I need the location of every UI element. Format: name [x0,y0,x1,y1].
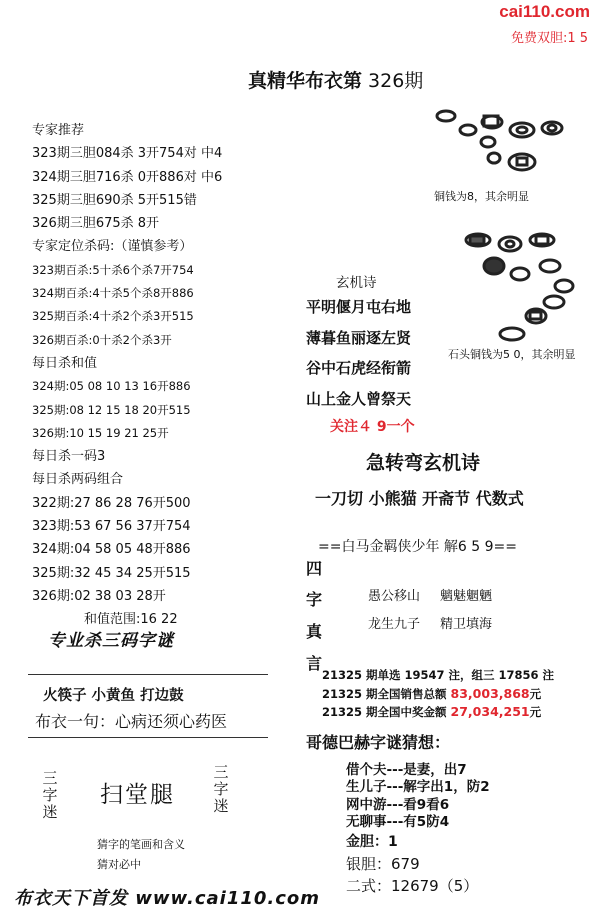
slogan: 专业杀三码字谜 [48,631,174,651]
stat-label: 21325 期单选 19547 注，组三 17856 注 [322,668,555,682]
vertical-char: 言 [306,654,323,673]
main-riddle: 扫堂腿 [100,782,175,808]
record-row: 325期百杀:4十杀2个杀3开515 [32,309,194,324]
section-heading: 专家推荐 [32,123,85,138]
section-heading: 每日杀和值 [32,355,98,371]
riddle-right-vertical: 三字迷 [213,763,229,815]
record-row: 和值范围:16 22 [84,612,178,628]
riddle-items: 火筷子 小黄鱼 打边鼓 [43,688,184,704]
record-row: 326期三胆675杀 8开 [32,216,160,232]
poem-line: 山上金人曾祭天 [306,389,412,408]
riddle-left-vertical: 三字迷 [42,769,58,821]
goldbach-guesses [346,762,490,897]
record-row: 324期:05 08 10 13 16开886 [32,379,191,394]
riddle-note: 猜字的笔画和含义 [97,838,185,851]
issue-number: 326期 [368,70,424,92]
record-row: 325期:08 12 15 18 20开515 [32,402,191,417]
vertical-char: 真 [306,622,323,641]
riddle-note-2: 猜对必中 [97,858,141,871]
site-brand: cai110.com [499,2,590,21]
divider [28,737,268,738]
record-row: 326期百杀:0十杀2个杀3开 [32,332,172,347]
idiom: 愚公移山 [368,589,421,604]
record-row: 324期三胆716杀 0开886对 中6 [32,169,223,185]
gold-dan: 金胆：1 [346,834,398,851]
stat-line [322,667,554,683]
record-row: 324期:04 58 05 48开886 [32,542,191,558]
record-row: 322期:27 86 28 76开500 [32,495,191,511]
idiom: 龙生九子 [368,617,421,632]
record-row: 325期三胆690杀 5开515错 [32,192,197,208]
riddle-poem-heading: 急转弯玄机诗 [366,452,481,474]
vertical-char: 四 [306,559,323,578]
guess-line: 借个夫---是妻，出7 [346,762,467,778]
guess-line: 生儿子---解字出1，防2 [346,779,490,796]
riddle-poem-subheading: 一刀切 小熊猫 开斋节 代数式 [315,489,524,508]
record-row: 326期:10 15 19 21 25开 [32,425,169,440]
poem-title: 玄机诗 [336,275,377,291]
stat-line [322,704,541,720]
focus-numbers: 关注４ 9一个 [330,419,415,435]
stat-label: 21325 期全国销售总额 [322,687,447,701]
record-row: 325期:32 45 34 25开515 [32,565,191,581]
footer-banner: 布衣天下首发 www.cai110.com [14,888,321,909]
poem-line: 谷中石虎经衔箭 [306,359,412,377]
coin-caption-1: 铜钱为8，其余明显 [434,190,529,203]
poem-line: 薄暮鱼丽逐左贤 [306,328,412,347]
title-text: 真精华布衣第 [248,70,363,92]
white-horse-line: ==白马金羁侠少年 解6 5 9== [318,539,517,555]
stat-value: 27,034,251 [450,704,530,719]
proverb: 布衣一句：心病还须心药医 [35,712,228,731]
idiom: 魑魅魍魉 [440,589,493,604]
poem-line: 平明偃月屯右地 [306,298,412,316]
coin-figure-2 [454,226,594,342]
guess-line: 无聊事---有5防4 [346,813,450,830]
divider [28,674,268,675]
page-title [248,66,423,93]
stat-value: 83,003,868 [450,686,530,701]
idiom: 精卫填海 [440,617,493,632]
coin-figure-1 [424,106,574,182]
record-row: 323期三胆084杀 3开754对 中4 [32,146,223,162]
vertical-char: 字 [306,590,323,609]
combo-line: 二式：12679（5） [346,877,479,896]
guess-line: 网中游---看9看6 [346,796,450,813]
record-row: 324期百杀:4十杀5个杀8开886 [32,286,194,301]
expert-recommend-list [32,119,307,632]
goldbach-title: 哥德巴赫字谜猜想： [306,733,451,752]
silver-dan: 银胆：679 [346,855,420,874]
stat-unit: 元 [529,687,542,701]
record-row: 326期:02 38 03 28开 [32,588,166,604]
free-double-dan: 免费双胆:1 5 [510,31,588,46]
stat-line [322,686,541,702]
record-row: 323期:53 67 56 37开754 [32,519,191,535]
poem-lines [306,292,411,414]
section-heading: 每日杀两码组合 [32,472,124,488]
stat-unit: 元 [529,705,542,719]
coin-caption-2: 石头铜钱为5 0，其余明显 [448,348,576,361]
record-row: 323期百杀:5十杀6个杀7开754 [32,262,194,277]
stat-label: 21325 期全国中奖金额 [322,705,447,719]
section-heading: 每日杀一码3 [32,449,106,465]
section-heading: 专家定位杀码:（谨慎参考） [32,239,193,255]
